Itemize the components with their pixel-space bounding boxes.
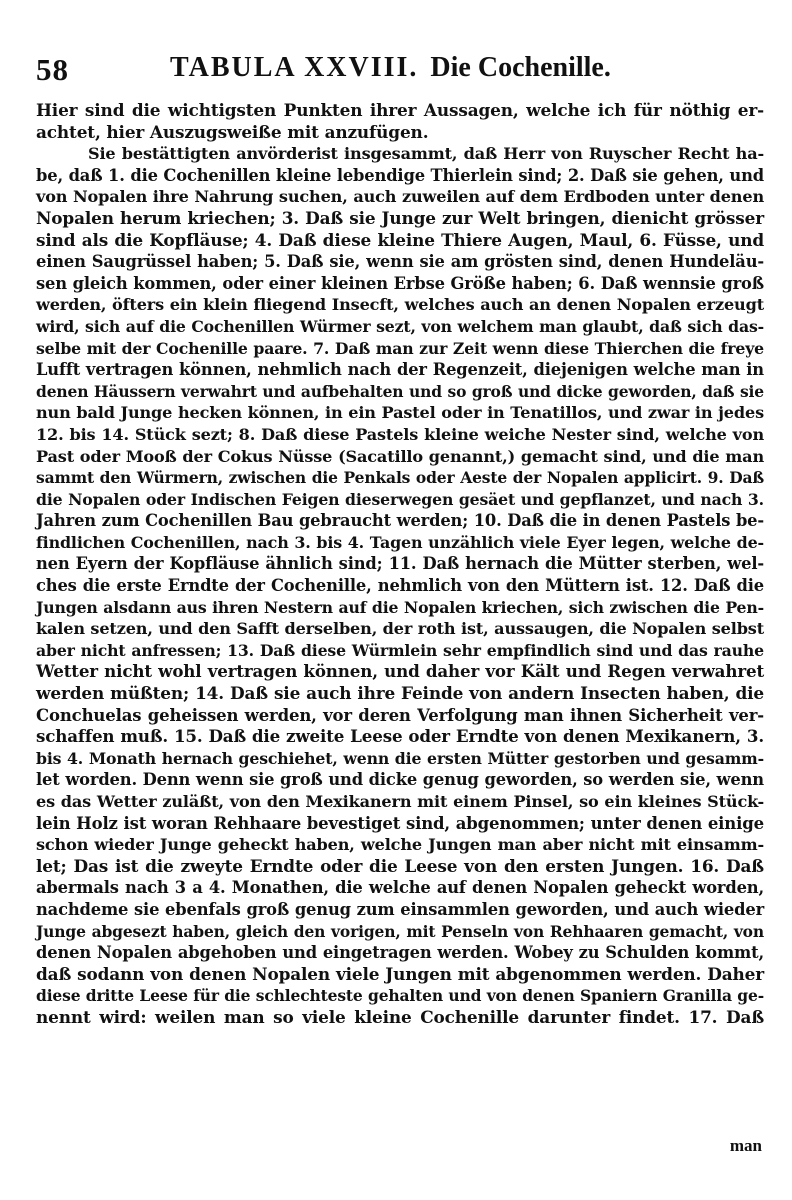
catchword: man xyxy=(729,1136,762,1155)
text-line: Past oder Mooß der Cokus Nüsse (Sacatillo genannt,) gemacht sind, und die man xyxy=(36,446,764,466)
text-line: kalen setzen, und den Safft derselben, der roth ist, aussaugen, die Nopalen selbst xyxy=(36,619,764,639)
text-line: werden müßten; 14. Daß sie auch ihre Feinde von andern Insecten haben, die xyxy=(36,683,764,704)
text-line: schon wieder Junge geheckt haben, welche Jungen man aber nicht mit einsamm- xyxy=(36,835,764,855)
text-line: nun bald Junge hecken können, in ein Pastel oder in Tenatillos, und zwar in jedes xyxy=(36,403,764,423)
text-line: let worden. Denn wenn sie groß und dicke genug geworden, so werden sie, wenn xyxy=(36,770,764,790)
text-line: einen Saugrüssel haben; 5. Daß sie, wenn sie am grösten sind, denen Hundeläu- xyxy=(36,252,764,272)
text-line: bis 4. Monath hernach geschiehet, wenn die ersten Mütter gestorben und gesamm- xyxy=(36,748,764,768)
text-line: von Nopalen ihre Nahrung suchen, auch zuweilen auf dem Erdboden unter denen xyxy=(36,187,764,207)
text-line: Hier sind die wichtigsten Punkten ihrer Aussagen, welche ich für nöthig er- xyxy=(36,100,764,120)
text-line: die Nopalen oder Indischen Feigen dieserwegen gesäet und gepflanzet, und nach 3. xyxy=(36,489,764,509)
text-line: Jahren zum Cochenillen Bau gebraucht werden; 10. Daß die in denen Pastels be- xyxy=(36,511,764,531)
text-line: selbe mit der Cochenille paare. 7. Daß man zur Zeit wenn diese Thierchen die freye xyxy=(36,338,764,358)
text-line: lein Holz ist woran Rehhaare bevestiget sind, abgenommen; unter denen einige xyxy=(36,813,764,833)
text-line: let; Das ist die zweyte Erndte oder die Leese von den ersten Jungen. 16. Daß xyxy=(36,855,764,876)
body-text xyxy=(36,100,764,1029)
text-line: es das Wetter zuläßt, von den Mexikanern mit einem Pinsel, so ein kleines Stück- xyxy=(36,792,764,811)
text-line: achtet, hier Auszugsweiße mit anzufügen. xyxy=(36,121,429,142)
text-line: aber nicht anfressen; 13. Daß diese Würmlein sehr empfindlich sind und das rauhe xyxy=(36,640,764,660)
text-line: schaffen muß. 15. Daß die zweite Leese oder Erndte von denen Mexikanern, 3. xyxy=(36,726,764,747)
text-line: nachdeme sie ebenfals groß genug zum einsammlen geworden, und auch wieder xyxy=(36,899,764,919)
page-number: 58 xyxy=(36,52,69,87)
text-line: Lufft vertragen können, nehmlich nach der Regenzeit, diejenigen welche man in xyxy=(36,360,764,380)
text-line: Nopalen herum kriechen; 3. Daß sie Junge zur Welt bringen, dienicht grösser xyxy=(36,207,764,228)
text-line: Conchuelas geheissen werden, vor deren Verfolgung man ihnen Sicherheit ver- xyxy=(36,705,764,725)
text-line: nen Eyern der Kopfläuse ähnlich sind; 11. Daß hernach die Mütter sterben, wel- xyxy=(36,554,764,574)
text-line: werden, öfters ein klein fliegend Insecft, welches auch an denen Nopalen erzeugt xyxy=(36,295,764,315)
text-line: denen Häussern verwahrt und aufbehalten und so groß und dicke geworden, daß sie xyxy=(36,381,764,401)
running-title xyxy=(170,52,611,84)
text-line: sind als die Kopfläuse; 4. Daß diese kleine Thiere Augen, Maul, 6. Füsse, und xyxy=(36,229,764,250)
text-line: ches die erste Erndte der Cochenille, nehmlich von den Müttern ist. 12. Daß die xyxy=(36,576,764,596)
running-head xyxy=(36,52,756,92)
text-line: diese dritte Leese für die schlechteste gehalten und von denen Spaniern Granilla ge- xyxy=(36,986,764,1006)
text-line: abermals nach 3 a 4. Monathen, die welche auf denen Nopalen geheckt worden, xyxy=(36,878,764,898)
text-line: sammt den Würmern, zwischen die Penkals oder Aeste der Nopalen applicirt. 9. Daß xyxy=(36,468,764,488)
text-line: nennt wird: weilen man so viele kleine Cochenille darunter findet. 17. Daß xyxy=(36,1006,764,1027)
plate-label: TABULA XXVIII. xyxy=(170,52,419,83)
text-line: sen gleich kommen, oder einer kleinen Erbse Größe haben; 6. Daß wennsie groß xyxy=(36,273,764,293)
text-line: Jungen alsdann aus ihren Nestern auf die Nopalen kriechen, sich zwischen die Pen- xyxy=(36,597,764,617)
text-line: denen Nopalen abgehoben und eingetragen werden. Wobey zu Schulden kommt, xyxy=(36,943,764,963)
text-line: findlichen Cochenillen, nach 3. bis 4. Tagen unzählich viele Eyer legen, welche de- xyxy=(36,532,764,552)
text-line: daß sodann von denen Nopalen viele Jungen mit abgenommen werden. Daher xyxy=(36,963,764,984)
text-line: Junge abgesezt haben, gleich den vorigen, mit Penseln von Rehhaaren gemacht, von xyxy=(36,921,764,941)
text-line: Wetter nicht wohl vertragen können, und daher vor Kält und Regen verwahret xyxy=(36,661,764,682)
text-line: wird, sich auf die Cochenillen Würmer sezt, von welchem man glaubt, daß sich das- xyxy=(36,316,764,336)
text-line: Sie bestättigten anvörderist insgesammt, daß Herr von Ruyscher Recht ha- xyxy=(88,144,764,164)
text-line: be, daß 1. die Cochenillen kleine lebendige Thierlein sind; 2. Daß sie gehen, und xyxy=(36,165,764,185)
text-line: 12. bis 14. Stück sezt; 8. Daß diese Pastels kleine weiche Nester sind, welche von xyxy=(36,424,764,444)
topic-title: Die Cochenille. xyxy=(430,52,611,83)
